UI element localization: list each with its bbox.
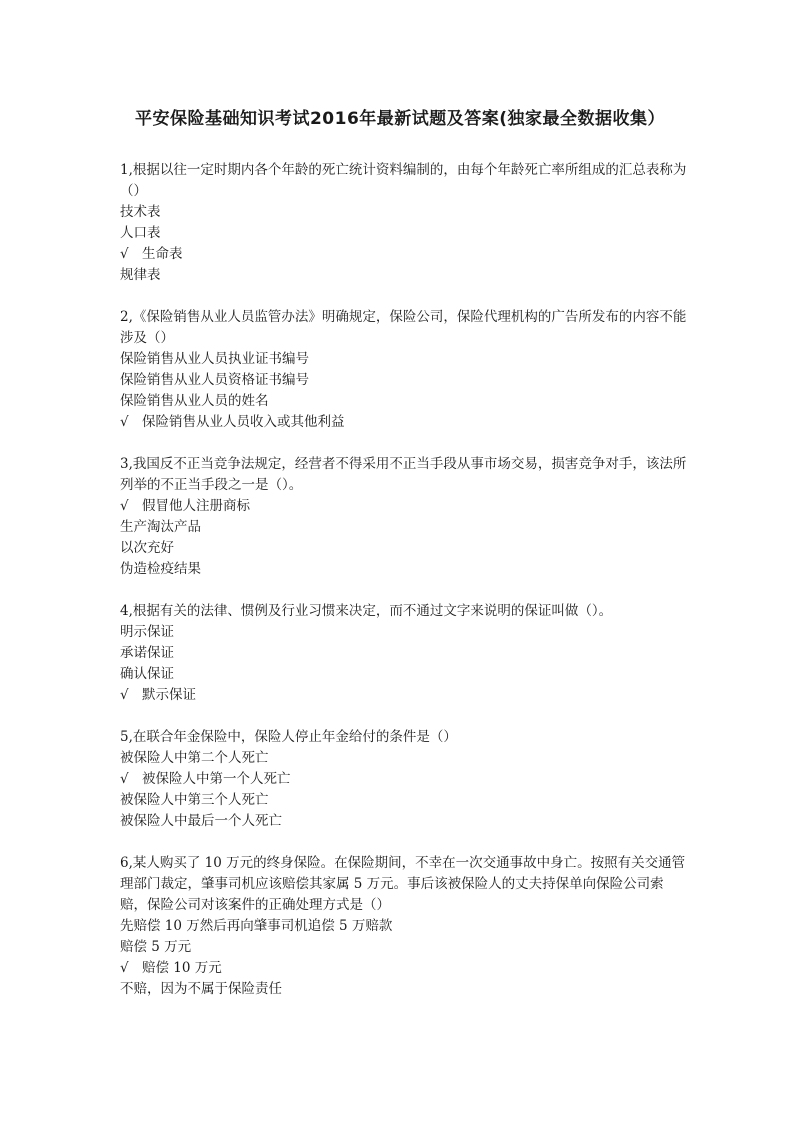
option-text: 技术表 [120,204,161,220]
option-text: 被保险人中第一个人死亡 [142,771,291,787]
option-text: 先赔偿 10 万然后再向肇事司机追偿 5 万赔款 [120,918,393,934]
answer-option [120,349,690,370]
answer-option [120,391,690,412]
option-text: 确认保证 [120,666,174,682]
question-list [120,160,690,1021]
answer-option [120,538,690,559]
document-title: 平安保险基础知识考试2016年最新试题及答案(独家最全数据收集） [134,109,666,129]
answer-option [120,517,690,538]
answer-option [120,202,690,223]
question-stem: 6,某人购买了 10 万元的终身保险。在保险期间，不幸在一次交通事故中身亡。按照有关交通管理部门裁定，肇事司机应该赔偿其家属 5 万元。事后该被保险人的丈夫持保单向保险公司索赔，保险公司对该案件的正确处理方式是（） [120,855,686,913]
answer-option [120,622,690,643]
answer-option [120,496,690,517]
answer-option [120,223,690,244]
checkmark-icon: √ [120,498,129,514]
option-text: 人口表 [120,225,161,241]
answer-option [120,748,690,769]
answer-option [120,643,690,664]
option-text: 被保险人中最后一个人死亡 [120,813,282,829]
question-block [120,160,690,286]
answer-option [120,559,690,580]
question-stem: 4,根据有关的法律、惯例及行业习惯来决定，而不通过文字来说明的保证叫做（）。 [120,603,613,619]
answer-option [120,370,690,391]
option-text: 承诺保证 [120,645,174,661]
question-stem: 5,在联合年金保险中，保险人停止年金给付的条件是（） [120,729,457,745]
answer-option [120,769,690,790]
answer-option [120,958,690,979]
question-stem: 2,《保险销售从业人员监管办法》明确规定，保险公司，保险代理机构的广告所发布的内容不能涉及（） [120,309,687,346]
answer-option [120,811,690,832]
option-text: 明示保证 [120,624,174,640]
checkmark-icon: √ [120,771,129,787]
option-text: 保险销售从业人员收入或其他利益 [142,414,345,430]
checkmark-icon: √ [120,414,129,430]
option-text: 赔偿 5 万元 [120,939,192,955]
question-stem: 3,我国反不正当竞争法规定，经营者不得采用不正当手段从事市场交易，损害竞争对手，该法所列举的不正当手段之一是（）。 [120,456,687,493]
answer-option [120,265,690,286]
answer-option [120,979,690,1000]
question-block [120,727,690,832]
answer-option [120,790,690,811]
question-block [120,307,690,433]
answer-option [120,916,690,937]
option-text: 伪造检疫结果 [120,561,201,577]
answer-option [120,412,690,433]
question-block [120,454,690,580]
checkmark-icon: √ [120,960,129,976]
option-text: 生命表 [142,246,183,262]
option-text: 规律表 [120,267,161,283]
option-text: 生产淘汰产品 [120,519,201,535]
checkmark-icon: √ [120,687,129,703]
option-text: 被保险人中第三个人死亡 [120,792,269,808]
question-block [120,853,690,1000]
option-text: 以次充好 [120,540,174,556]
question-stem: 1,根据以往一定时期内各个年龄的死亡统计资料编制的，由每个年龄死亡率所组成的汇总表称为（） [120,162,687,199]
option-text: 保险销售从业人员的姓名 [120,393,269,409]
answer-option [120,664,690,685]
option-text: 赔偿 10 万元 [142,960,222,976]
option-text: 保险销售从业人员资格证书编号 [120,372,309,388]
option-text: 不赔，因为不属于保险责任 [120,981,282,997]
answer-option [120,244,690,265]
option-text: 保险销售从业人员执业证书编号 [120,351,309,367]
question-block [120,601,690,706]
option-text: 被保险人中第二个人死亡 [120,750,269,766]
answer-option [120,937,690,958]
checkmark-icon: √ [120,246,129,262]
answer-option [120,685,690,706]
option-text: 默示保证 [142,687,196,703]
option-text: 假冒他人注册商标 [142,498,250,514]
